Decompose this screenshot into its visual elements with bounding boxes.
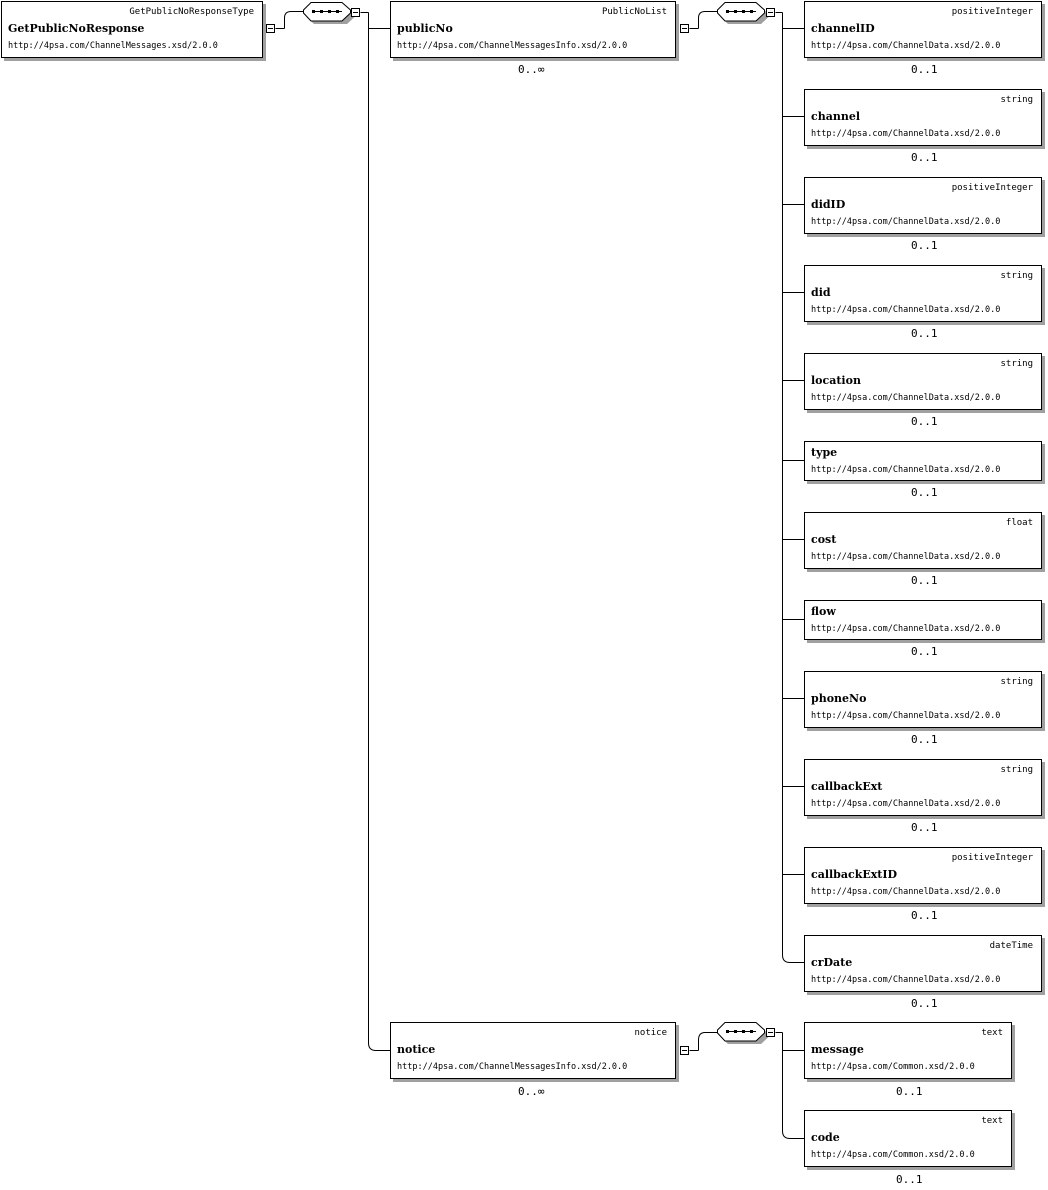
child-element-code[interactable] [804, 1110, 1012, 1167]
element-type-label: text [981, 1116, 1003, 1126]
child-element-channel[interactable] [804, 89, 1042, 146]
element-namespace-label: http://4psa.com/ChannelData.xsd/2.0.0 [811, 129, 1001, 139]
element-namespace-label: http://4psa.com/ChannelData.xsd/2.0.0 [811, 552, 1001, 562]
element-type-label: string [1000, 677, 1033, 687]
element-name-label: cost [811, 533, 837, 546]
element-occurrence: 0..1 [911, 486, 938, 499]
root-namespace-label: http://4psa.com/ChannelMessages.xsd/2.0.0 [8, 41, 218, 51]
root-sequence-icon [303, 2, 355, 29]
element-type-label: positiveInteger [951, 853, 1033, 863]
publicNo-type-label: PublicNoList [601, 7, 667, 17]
root-type-label: GetPublicNoResponseType [129, 7, 254, 17]
element-occurrence: 0..1 [911, 645, 938, 658]
element-namespace-label: http://4psa.com/ChannelData.xsd/2.0.0 [811, 217, 1001, 227]
element-name-label: phoneNo [811, 692, 867, 705]
connector [699, 12, 718, 29]
child-element-location[interactable] [804, 353, 1042, 410]
element-type-label: string [1000, 765, 1033, 775]
element-occurrence: 0..1 [896, 1085, 923, 1098]
element-occurrence: 0..1 [911, 574, 938, 587]
child-element-didID[interactable] [804, 177, 1042, 234]
element-name-label: crDate [811, 956, 853, 969]
element-type-label: text [981, 1028, 1003, 1038]
element-namespace-label: http://4psa.com/ChannelData.xsd/2.0.0 [811, 41, 1001, 51]
element-type-label: string [1000, 95, 1033, 105]
element-occurrence: 0..1 [911, 327, 938, 340]
element-name-label: did [811, 286, 831, 299]
root-sequence-toggle[interactable] [351, 8, 360, 17]
child-element-phoneNo[interactable] [804, 671, 1042, 728]
element-namespace-label: http://4psa.com/Common.xsd/2.0.0 [811, 1150, 975, 1160]
element-namespace-label: http://4psa.com/ChannelData.xsd/2.0.0 [811, 465, 1001, 475]
notice-sequence-toggle[interactable] [766, 1028, 775, 1037]
element-type-label: string [1000, 359, 1033, 369]
element-name-label: callbackExtID [811, 868, 898, 881]
element-occurrence: 0..1 [911, 63, 938, 76]
child-element-did[interactable] [804, 265, 1042, 322]
root-name-label: GetPublicNoResponse [8, 22, 145, 35]
element-type-label: dateTime [989, 941, 1033, 951]
element-namespace-label: http://4psa.com/ChannelData.xsd/2.0.0 [811, 393, 1001, 403]
element-occurrence: 0..1 [911, 909, 938, 922]
element-type-label: float [1005, 518, 1033, 528]
notice-collapse-toggle[interactable] [680, 1046, 689, 1055]
root-element-box[interactable] [1, 1, 263, 58]
notice-name-label: notice [397, 1043, 436, 1056]
child-element-callbackExtID[interactable] [804, 847, 1042, 904]
element-occurrence: 0..1 [896, 1173, 923, 1186]
publicNo-namespace-label: http://4psa.com/ChannelMessagesInfo.xsd/2.0.0 [397, 41, 628, 51]
element-namespace-label: http://4psa.com/ChannelData.xsd/2.0.0 [811, 305, 1001, 315]
element-type-label: positiveInteger [951, 7, 1033, 17]
element-type-label: positiveInteger [951, 183, 1033, 193]
element-name-label: location [811, 374, 861, 387]
connector [285, 12, 304, 29]
element-occurrence: 0..1 [911, 239, 938, 252]
child-element-crDate[interactable] [804, 935, 1042, 992]
element-name-label: message [811, 1043, 864, 1056]
child-element-channelID[interactable] [804, 1, 1042, 58]
publicNo-sequence-icon [717, 2, 769, 29]
element-namespace-label: http://4psa.com/ChannelData.xsd/2.0.0 [811, 975, 1001, 985]
element-namespace-label: http://4psa.com/Common.xsd/2.0.0 [811, 1062, 975, 1072]
element-name-label: channel [811, 110, 860, 123]
publicNo-element-box[interactable] [390, 1, 676, 58]
connector [369, 1043, 391, 1051]
notice-type-label: notice [634, 1028, 667, 1038]
element-name-label: callbackExt [811, 780, 883, 793]
element-occurrence: 0..1 [911, 997, 938, 1010]
element-namespace-label: http://4psa.com/ChannelData.xsd/2.0.0 [811, 624, 1001, 634]
element-namespace-label: http://4psa.com/ChannelData.xsd/2.0.0 [811, 887, 1001, 897]
connector [783, 1131, 805, 1139]
publicNo-name-label: publicNo [397, 22, 453, 35]
element-name-label: didID [811, 198, 846, 211]
element-namespace-label: http://4psa.com/ChannelData.xsd/2.0.0 [811, 711, 1001, 721]
publicNo-occurrence: 0..∞ [518, 63, 545, 76]
connector [783, 955, 805, 963]
notice-namespace-label: http://4psa.com/ChannelMessagesInfo.xsd/2.0.0 [397, 1062, 628, 1072]
notice-occurrence: 0..∞ [518, 1085, 545, 1098]
element-occurrence: 0..1 [911, 733, 938, 746]
publicNo-collapse-toggle[interactable] [680, 24, 689, 33]
element-occurrence: 0..1 [911, 415, 938, 428]
element-name-label: channelID [811, 22, 875, 35]
child-element-callbackExt[interactable] [804, 759, 1042, 816]
publicNo-sequence-toggle[interactable] [766, 8, 775, 17]
element-namespace-label: http://4psa.com/ChannelData.xsd/2.0.0 [811, 799, 1001, 809]
element-name-label: code [811, 1131, 840, 1144]
root-collapse-toggle[interactable] [266, 24, 275, 33]
connector [699, 1033, 718, 1051]
child-element-flow[interactable] [804, 600, 1042, 640]
child-element-cost[interactable] [804, 512, 1042, 569]
element-type-label: string [1000, 271, 1033, 281]
element-occurrence: 0..1 [911, 151, 938, 164]
child-element-type[interactable] [804, 441, 1042, 481]
child-element-message[interactable] [804, 1022, 1012, 1079]
notice-sequence-icon [717, 1022, 769, 1049]
element-name-label: type [811, 446, 838, 459]
element-occurrence: 0..1 [911, 821, 938, 834]
notice-element-box[interactable] [390, 1022, 676, 1079]
element-name-label: flow [811, 605, 836, 618]
